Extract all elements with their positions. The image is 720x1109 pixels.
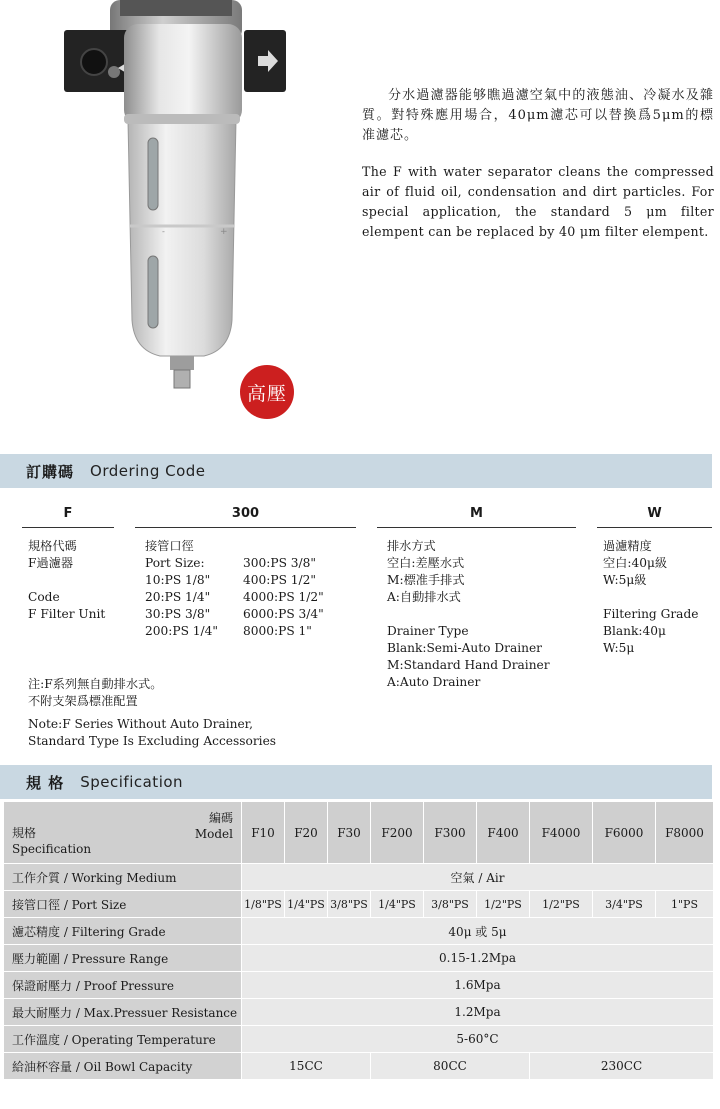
model-header: F4000 bbox=[530, 802, 593, 864]
spec-corner-cell bbox=[4, 802, 242, 864]
code-line: 規格代碼 bbox=[28, 539, 77, 553]
spec-row-port-size bbox=[4, 891, 714, 918]
ordering-col-code bbox=[22, 506, 114, 623]
spec-value: 1/8"PS bbox=[242, 891, 285, 918]
port-item: 6000:PS 3/4" bbox=[243, 607, 324, 621]
spec-value: 1"PS bbox=[656, 891, 714, 918]
spec-value: 1.2Mpa bbox=[242, 999, 714, 1026]
port-item: 4000:PS 1/2" bbox=[243, 590, 324, 604]
spec-value: 3/8"PS bbox=[328, 891, 371, 918]
code-line: F Filter Unit bbox=[28, 607, 106, 621]
product-description bbox=[362, 86, 714, 242]
model-header: F20 bbox=[285, 802, 328, 864]
note-line: 不附支架爲標准配置 bbox=[28, 694, 138, 708]
drainer-line: M:Standard Hand Drainer bbox=[387, 658, 550, 672]
port-item: 8000:PS 1" bbox=[243, 624, 312, 638]
ordering-col-grade-body bbox=[603, 538, 712, 657]
spec-row-filtering-grade bbox=[4, 918, 714, 945]
corner-spec-zh: 規格 bbox=[12, 826, 37, 840]
spec-value: 1/2"PS bbox=[530, 891, 593, 918]
spec-value: 3/8"PS bbox=[424, 891, 477, 918]
spec-label: 保證耐壓力 / Proof Pressure bbox=[4, 972, 242, 999]
description-zh: 分水過濾器能够瞧過濾空氣中的液態油、冷凝水及雜質。對特殊應用場合，40μm濾芯可以替換爲5μm的標准濾芯。 bbox=[362, 88, 714, 143]
ordering-col-port-body bbox=[145, 538, 356, 640]
description-en: The F with water separator cleans the compressed air of fluid oil, condensation and dirt particles. For special application, the standard 5 μm filter elempent can be replaced by 40 μm filter elempent. bbox=[362, 164, 714, 239]
model-header: F30 bbox=[328, 802, 371, 864]
spec-label: 最大耐壓力 / Max.Pressuer Resistance bbox=[4, 999, 242, 1026]
spec-value: 3/4"PS bbox=[593, 891, 656, 918]
spec-value: 80CC bbox=[371, 1053, 530, 1080]
grade-line: W:5μ bbox=[603, 641, 635, 655]
spec-value: 1.6Mpa bbox=[242, 972, 714, 999]
ordering-notes bbox=[28, 676, 276, 750]
model-header: F300 bbox=[424, 802, 477, 864]
product-image bbox=[62, 0, 302, 400]
note-line: 注:F系列無自動排水式。 bbox=[28, 677, 163, 691]
spec-label: 工作溫度 / Operating Temperature bbox=[4, 1026, 242, 1053]
spec-value: 5-60°C bbox=[242, 1026, 714, 1053]
spec-label: 接管口徑 / Port Size bbox=[4, 891, 242, 918]
spec-title-en: Specification bbox=[80, 773, 184, 791]
corner-spec-en: Specification bbox=[12, 842, 92, 856]
spec-row-pressure-range bbox=[4, 945, 714, 972]
specification-header bbox=[0, 765, 712, 799]
svg-text:+: + bbox=[220, 227, 228, 237]
filter-unit-illustration bbox=[62, 0, 302, 400]
spec-value: 1/4"PS bbox=[285, 891, 328, 918]
drainer-line: Blank:Semi-Auto Drainer bbox=[387, 641, 543, 655]
port-item: 10:PS 1/8" bbox=[145, 573, 211, 587]
spec-row-proof-pressure bbox=[4, 972, 714, 999]
corner-model-zh: 編碼 bbox=[208, 811, 233, 825]
ordering-title-zh: 訂購碼 bbox=[26, 462, 75, 481]
ordering-title-en: Ordering Code bbox=[90, 462, 206, 480]
ordering-col-grade bbox=[597, 506, 712, 657]
spec-value: 0.15-1.2Mpa bbox=[242, 945, 714, 972]
code-line: F過濾器 bbox=[28, 556, 74, 570]
drainer-line: M:標准手排式 bbox=[387, 573, 465, 587]
model-header: F10 bbox=[242, 802, 285, 864]
ordering-col-grade-head: W bbox=[597, 506, 712, 528]
model-header: F200 bbox=[371, 802, 424, 864]
ordering-col-drainer-body bbox=[387, 538, 576, 691]
ordering-col-port bbox=[135, 506, 356, 640]
ordering-col-drainer-head: M bbox=[377, 506, 576, 528]
spec-header-row bbox=[4, 802, 714, 864]
spec-row-medium bbox=[4, 864, 714, 891]
spec-value: 230CC bbox=[530, 1053, 714, 1080]
specification-table bbox=[3, 801, 714, 1080]
drainer-line: A:自動排水式 bbox=[387, 590, 461, 604]
corner-model-en: Model bbox=[194, 827, 233, 841]
grade-line: Filtering Grade bbox=[603, 607, 699, 621]
drainer-line: A:Auto Drainer bbox=[387, 675, 481, 689]
ordering-code-header bbox=[0, 454, 712, 488]
spec-value: 40μ 或 5μ bbox=[242, 918, 714, 945]
ordering-col-drainer bbox=[377, 506, 576, 691]
port-list bbox=[145, 555, 356, 640]
spec-label: 工作介質 / Working Medium bbox=[4, 864, 242, 891]
spec-label: 給油杯容量 / Oil Bowl Capacity bbox=[4, 1053, 242, 1080]
grade-line: 空白:40μ級 bbox=[603, 556, 668, 570]
spec-title-zh: 規 格 bbox=[26, 773, 65, 792]
spec-label: 壓力範圍 / Pressure Range bbox=[4, 945, 242, 972]
spec-row-oil-bowl bbox=[4, 1053, 714, 1080]
port-title: 接管口徑 bbox=[145, 539, 194, 553]
spec-row-max-pressure bbox=[4, 999, 714, 1026]
port-item: 20:PS 1/4" bbox=[145, 590, 211, 604]
port-item: 200:PS 1/4" bbox=[145, 624, 219, 638]
port-item: 30:PS 3/8" bbox=[145, 607, 211, 621]
drainer-line: 空白:差壓水式 bbox=[387, 556, 465, 570]
ordering-col-code-head: F bbox=[22, 506, 114, 528]
code-line: Code bbox=[28, 590, 60, 604]
ordering-col-code-body bbox=[28, 538, 114, 623]
port-item: 300:PS 3/8" bbox=[243, 556, 317, 570]
grade-line: 過濾精度 bbox=[603, 539, 652, 553]
spec-row-temperature bbox=[4, 1026, 714, 1053]
drainer-line: 排水方式 bbox=[387, 539, 436, 553]
model-header: F8000 bbox=[656, 802, 714, 864]
high-pressure-badge: 高壓 bbox=[240, 365, 294, 419]
port-item: 400:PS 1/2" bbox=[243, 573, 317, 587]
svg-text:-: - bbox=[162, 227, 165, 236]
note-line: Standard Type Is Excluding Accessories bbox=[28, 734, 277, 748]
grade-line: Blank:40μ bbox=[603, 624, 666, 638]
spec-label: 濾芯精度 / Filtering Grade bbox=[4, 918, 242, 945]
ordering-col-port-head: 300 bbox=[135, 506, 356, 528]
model-header: F400 bbox=[477, 802, 530, 864]
spec-value: 空氣 / Air bbox=[242, 864, 714, 891]
grade-line: W:5μ級 bbox=[603, 573, 647, 587]
model-header: F6000 bbox=[593, 802, 656, 864]
note-line: Note:F Series Without Auto Drainer, bbox=[28, 717, 254, 731]
port-item: Port Size: bbox=[145, 556, 205, 570]
spec-value: 15CC bbox=[242, 1053, 371, 1080]
spec-value: 1/2"PS bbox=[477, 891, 530, 918]
spec-value: 1/4"PS bbox=[371, 891, 424, 918]
drainer-line: Drainer Type bbox=[387, 624, 469, 638]
